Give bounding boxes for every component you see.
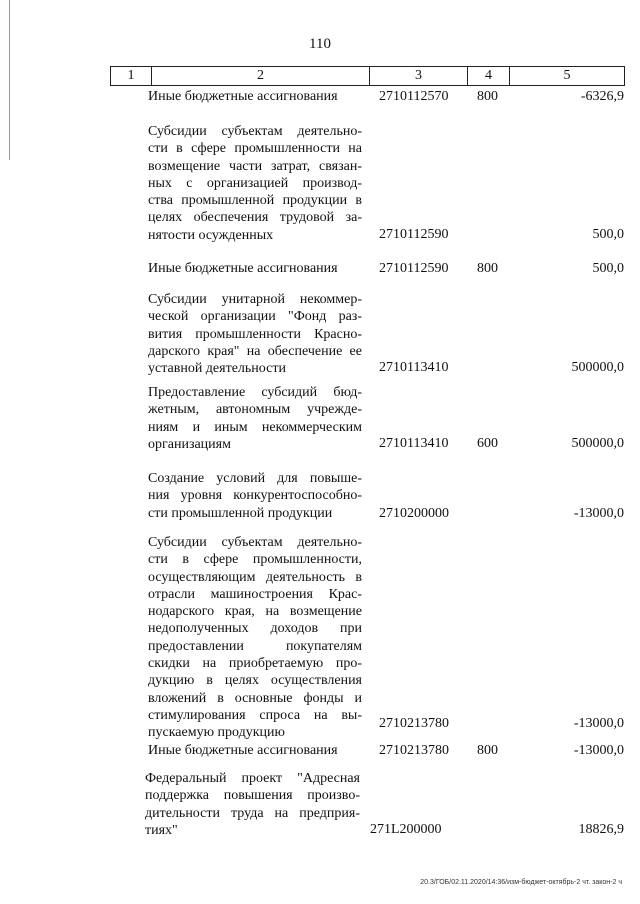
row-name-line: дительности труда на предприя-: [145, 805, 360, 821]
row-name-line: нятости осужденных: [148, 227, 274, 243]
row-name-line: осуществляющим деятельность в: [148, 569, 362, 585]
row-name: [148, 470, 362, 522]
row-name-line: предоставлении покупателям: [148, 638, 362, 654]
column-header-1: 1: [111, 67, 152, 86]
row-code: 2710113410: [379, 360, 449, 375]
row-type: 800: [477, 89, 498, 104]
row-name-line: Создание условий для повыше-: [148, 471, 362, 486]
row-name-line: сти промышленной продукции: [148, 505, 333, 521]
row-name-line: сти в сфере промышленности,: [148, 552, 362, 568]
row-name-line: уставной деятельности: [148, 361, 286, 377]
column-header-3: 3: [370, 67, 468, 86]
row-name-line: скидки на приобретаемую про-: [148, 656, 362, 672]
column-header-5: 5: [510, 67, 625, 86]
row-name-line: Иные бюджетные ассигнования: [148, 89, 338, 104]
row-name-line: ных с организацией производ-: [148, 175, 362, 191]
row-name-line: ниям и иным некоммерческим: [148, 419, 362, 435]
row-name-line: поддержка повышения произво-: [145, 788, 360, 804]
row-name: [148, 291, 362, 377]
row-name: [148, 123, 362, 244]
row-code: 2710112590: [379, 227, 449, 242]
row-name-line: недополученных доходов при: [148, 621, 362, 637]
row-name-line: Субсидии субъектам деятельно-: [148, 124, 362, 139]
row-code: 2710213780: [379, 716, 449, 731]
row-name: [148, 384, 362, 453]
row-sum: 500,0: [592, 227, 624, 242]
row-code: 2710112590: [379, 261, 449, 276]
scan-edge-line: [9, 0, 10, 160]
document-footer-stamp: 20.3/ГОБ/02.11.2020/14:36/изм-бюджет-октябрь-2 чт. закон-2 ч: [420, 879, 622, 886]
row-sum: 500000,0: [571, 436, 624, 451]
row-code: 2710213780: [379, 743, 449, 758]
row-name-line: дарского края" на обеспечение ее: [148, 343, 362, 359]
row-name-line: сти в сфере промышленности на: [148, 141, 362, 157]
row-name-line: отрасли машиностроения Крас-: [148, 586, 362, 602]
row-name-line: Иные бюджетные ассигнования: [148, 743, 338, 758]
row-name-line: целях обеспечения трудовой за-: [148, 210, 362, 226]
row-sum: 500000,0: [571, 360, 624, 375]
row-name-line: ния уровня конкурентоспособно-: [148, 488, 362, 504]
row-sum: 500,0: [592, 261, 624, 276]
row-sum: -13000,0: [573, 506, 624, 521]
column-header-4: 4: [468, 67, 510, 86]
row-name-line: вложений в основные фонды и: [148, 690, 362, 706]
row-name-line: Федеральный проект "Адресная: [145, 771, 360, 786]
row-name-line: жетным, автономным учрежде-: [148, 402, 362, 418]
row-name-line: Субсидии субъектам деятельно-: [148, 535, 362, 550]
row-type: 800: [477, 261, 498, 276]
row-type: 600: [477, 436, 498, 451]
row-name-line: Предоставление субсидий бюд-: [148, 385, 362, 400]
row-name-line: организациям: [148, 436, 231, 452]
row-sum: -13000,0: [573, 716, 624, 731]
row-name-line: Иные бюджетные ассигнования: [148, 261, 338, 276]
row-name-line: дукцию в целях осуществления: [148, 673, 362, 689]
row-name: [148, 742, 362, 759]
row-type: 800: [477, 743, 498, 758]
row-name-line: возмещение части затрат, связан-: [148, 158, 362, 174]
row-sum: -13000,0: [573, 743, 624, 758]
row-name-line: ческой организации "Фонд раз-: [148, 309, 362, 325]
row-code: 2710113410: [379, 436, 449, 451]
row-code: 2710112570: [379, 89, 449, 104]
row-name-line: ства промышленной продукции в: [148, 193, 362, 209]
row-name: [148, 260, 362, 277]
row-name-line: Субсидии унитарной некоммер-: [148, 292, 362, 307]
row-name: [145, 770, 360, 839]
page-number: 110: [309, 36, 331, 52]
row-code: 2710200000: [379, 506, 449, 521]
row-name-line: вития промышленности Красно-: [148, 326, 362, 342]
row-name-line: нодарского края, на возмещение: [148, 604, 362, 620]
row-code: 271L200000: [370, 822, 442, 837]
row-name: [148, 534, 362, 742]
column-header-table: [110, 66, 625, 86]
column-header-2: 2: [152, 67, 370, 86]
row-sum: -6326,9: [580, 89, 624, 104]
row-name: [148, 88, 362, 105]
row-name-line: пускаемую продукцию: [148, 725, 285, 741]
row-name-line: стимулирования спроса на вы-: [148, 707, 362, 723]
row-name-line: тиях": [145, 822, 178, 838]
row-sum: 18826,9: [578, 822, 624, 837]
